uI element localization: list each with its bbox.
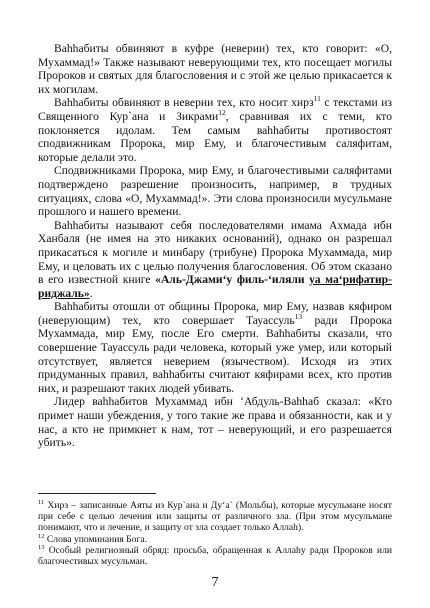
- footnotes: [38, 500, 392, 567]
- paragraph-2-text-a: Ваhhабиты обвиняют в неверии тех, кто носит хирз: [54, 96, 314, 110]
- book-title-part-1: «Аль-Джами‘у филь-‘иляли: [155, 273, 305, 287]
- paragraph-2: [38, 96, 392, 164]
- footnote-ref-12[interactable]: 12: [218, 108, 226, 118]
- footnote-13-text: Особый религиозный обряд: просьба, обращенная к Аллаhу ради Пророков или благочестивых мусульман.: [38, 544, 392, 568]
- footnote-13-number: 13: [38, 543, 45, 551]
- paragraph-4-end: .: [89, 286, 93, 300]
- paragraph-5-text-a: Ваhhабиты отошли от общины Пророка, мир Ему, назвав кяфиром (неверующим) тех, кто совершает Тауассуль: [38, 300, 392, 327]
- footnote-divider: [38, 493, 156, 494]
- footnote-ref-11[interactable]: 11: [313, 94, 321, 104]
- paragraph-6: [38, 395, 392, 449]
- paragraph-1-text: Ваhhабиты обвиняют в куфре (неверии) тех, кто говорит: «О, Мухаммад!» Также называют неверующими тех, кто посещает могилы Пророков и святых для благословения и с этой же целью прикасается к их могилам.: [38, 42, 392, 96]
- footnote-11-text: Хирз – записанные Аяты из Кур`ана и Ду‘а` (Мольбы), которые мусульмане носят при себе с целью лечения или защиты от различного зла. (При этом мусульмане понимают, что и лечение, и защиту от зла создает только Аллаh).: [38, 500, 392, 534]
- footnote-12-number: 12: [38, 532, 45, 540]
- paragraph-4: [38, 219, 392, 301]
- paragraph-4-text: Ваhhабиты называют себя последователями имама Ахмада ибн Ханбаля (не имея на это никаких оснований), однако он разрешал прикасаться к могиле и минбару (трибуне) Пророка Мухаммада, мир Ему, и целовать их с целью получения благословения. Об этом сказано в его известной книге: [38, 218, 392, 287]
- paragraph-3: [38, 164, 392, 218]
- paragraph-1: [38, 42, 392, 96]
- footnote-11-number: 11: [38, 498, 45, 506]
- paragraph-2-text-b: с текстами из Священного Кур`ана и Зикрами: [38, 96, 392, 123]
- paragraph-2-text-c: , сравнивая их с теми, кто поклоняется идолам. Тем самым ваhhабиты противостоят сподвижникам Пророка, мир Ему, и благочестивым саляфитам, которые делали это.: [38, 109, 392, 164]
- footnote-12-text: Слова упоминания Бога.: [44, 533, 148, 545]
- book-title-part-2: уа ма‘рифатир-риджаль»: [38, 273, 392, 300]
- main-text: [38, 42, 392, 450]
- paragraph-3-text: Сподвижниками Пророка, мир Ему, и благочестивыми саляфитами подтверждено разрешение произносить, например, в трудных ситуациях, слова «О, Мухаммад!». Эти слова произносили мусульмане прошлого и нашего времени.: [38, 164, 392, 219]
- paragraph-5: [38, 300, 392, 395]
- page-number: 7: [211, 575, 219, 590]
- footnote-12: [38, 534, 392, 545]
- paragraph-6-text: Лидер ваhhабитов Мухаммад ибн ‘Абдуль-Ваhhаб сказал: «Кто примет наши убеждения, у того такие же права и обязанности, как и у нас, а кто не примкнет к нам, тот – неверующий, и его разрешается убить».: [38, 395, 392, 450]
- paragraph-5-text-b: ради Пророка Мухаммада, мир Ему, после Его смерти. Ваhhабиты сказали, что совершение Тауассуль ради человека, который уже умер, или который отсутствует, является неверием (язычеством). Исходя из этих придуманных правил, ваhhабиты считают кяфирами всех, кто против них, и разрешают таких людей убивать.: [38, 313, 392, 395]
- footnote-11: [38, 500, 392, 534]
- footnote-13: [38, 545, 392, 567]
- footnote-ref-13[interactable]: 13: [294, 312, 303, 322]
